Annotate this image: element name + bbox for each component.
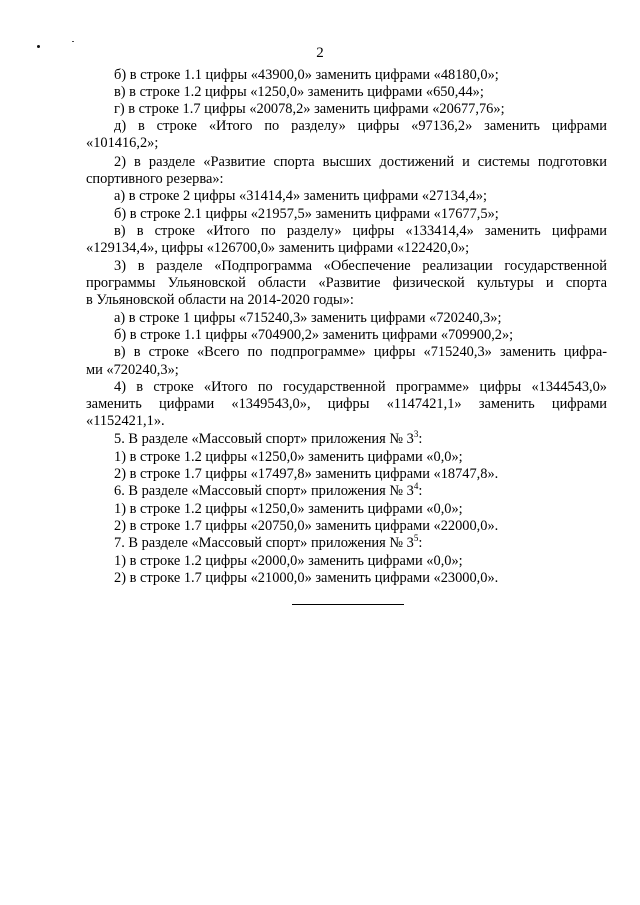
text-line: 7. В разделе «Массовый спорт» приложения № $3^5$: bbox=[114, 533, 423, 551]
text-line: «1152421,1». bbox=[86, 413, 165, 429]
text-line: спортивного резерва»: bbox=[86, 171, 224, 187]
text-line: ми «720240,3»; bbox=[86, 362, 179, 378]
text-line: в Ульяновской области на 2014-2020 годы»: bbox=[86, 292, 354, 308]
text-line: 2) в разделе «Развитие спорта высших достижений и системы подготовки bbox=[114, 154, 607, 170]
text-line: 1) в строке 1.2 цифры «1250,0» заменить цифрами «0,0»; bbox=[114, 501, 463, 517]
text-line: б) в строке 1.1 цифры «704900,2» заменить цифрами «709900,2»; bbox=[114, 327, 514, 343]
text-line: д) в строке «Итого по разделу» цифры «97136,2» заменить цифрами bbox=[114, 118, 607, 134]
text-line: в) в строке «Итого по разделу» цифры «133414,4» заменить цифрами bbox=[114, 223, 607, 239]
text-line: 2) в строке 1.7 цифры «20750,0» заменить цифрами «22000,0». bbox=[114, 518, 499, 534]
text-line: 2) в строке 1.7 цифры «21000,0» заменить цифрами «23000,0». bbox=[114, 570, 499, 586]
text-line: заменить цифрами «1349543,0», цифры «1147421,1» заменить цифрами bbox=[86, 396, 607, 412]
text-line: 5. В разделе «Массовый спорт» приложения № $3^3$: bbox=[114, 429, 423, 447]
text-line: б) в строке 1.1 цифры «43900,0» заменить цифрами «48180,0»; bbox=[114, 67, 499, 83]
text-line: 1) в строке 1.2 цифры «2000,0» заменить цифрами «0,0»; bbox=[114, 553, 463, 569]
text-line: 2) в строке 1.7 цифры «17497,8» заменить цифрами «18747,8». bbox=[114, 466, 499, 482]
closing-rule bbox=[292, 604, 404, 605]
text-line: в) в строке 1.2 цифры «1250,0» заменить цифрами «650,44»; bbox=[114, 84, 484, 100]
text-line: а) в строке 2 цифры «31414,4» заменить цифрами «27134,4»; bbox=[114, 188, 488, 204]
text-line: 6. В разделе «Массовый спорт» приложения № $3^4$: bbox=[114, 481, 423, 499]
text-line: программы Ульяновской области «Развитие физической культуры и спорта bbox=[86, 275, 607, 291]
page-number: 2 bbox=[316, 45, 324, 61]
text-line: «101416,2»; bbox=[86, 135, 159, 151]
text-line: 4) в строке «Итого по государственной программе» цифры «1344543,0» bbox=[114, 379, 607, 395]
scan-speck bbox=[72, 41, 74, 42]
text-line: г) в строке 1.7 цифры «20078,2» заменить цифрами «20677,76»; bbox=[114, 101, 505, 117]
text-line: а) в строке 1 цифры «715240,3» заменить цифрами «720240,3»; bbox=[114, 310, 502, 326]
text-line: «129134,4», цифры «126700,0» заменить цифрами «122420,0»; bbox=[86, 240, 470, 256]
text-line: 1) в строке 1.2 цифры «1250,0» заменить цифрами «0,0»; bbox=[114, 449, 463, 465]
text-line: в) в строке «Всего по подпрограмме» цифры «715240,3» заменить цифра- bbox=[114, 344, 607, 360]
text-line: 3) в разделе «Подпрограмма «Обеспечение реализации государственной bbox=[114, 258, 607, 274]
text-line: б) в строке 2.1 цифры «21957,5» заменить цифрами «17677,5»; bbox=[114, 206, 499, 222]
